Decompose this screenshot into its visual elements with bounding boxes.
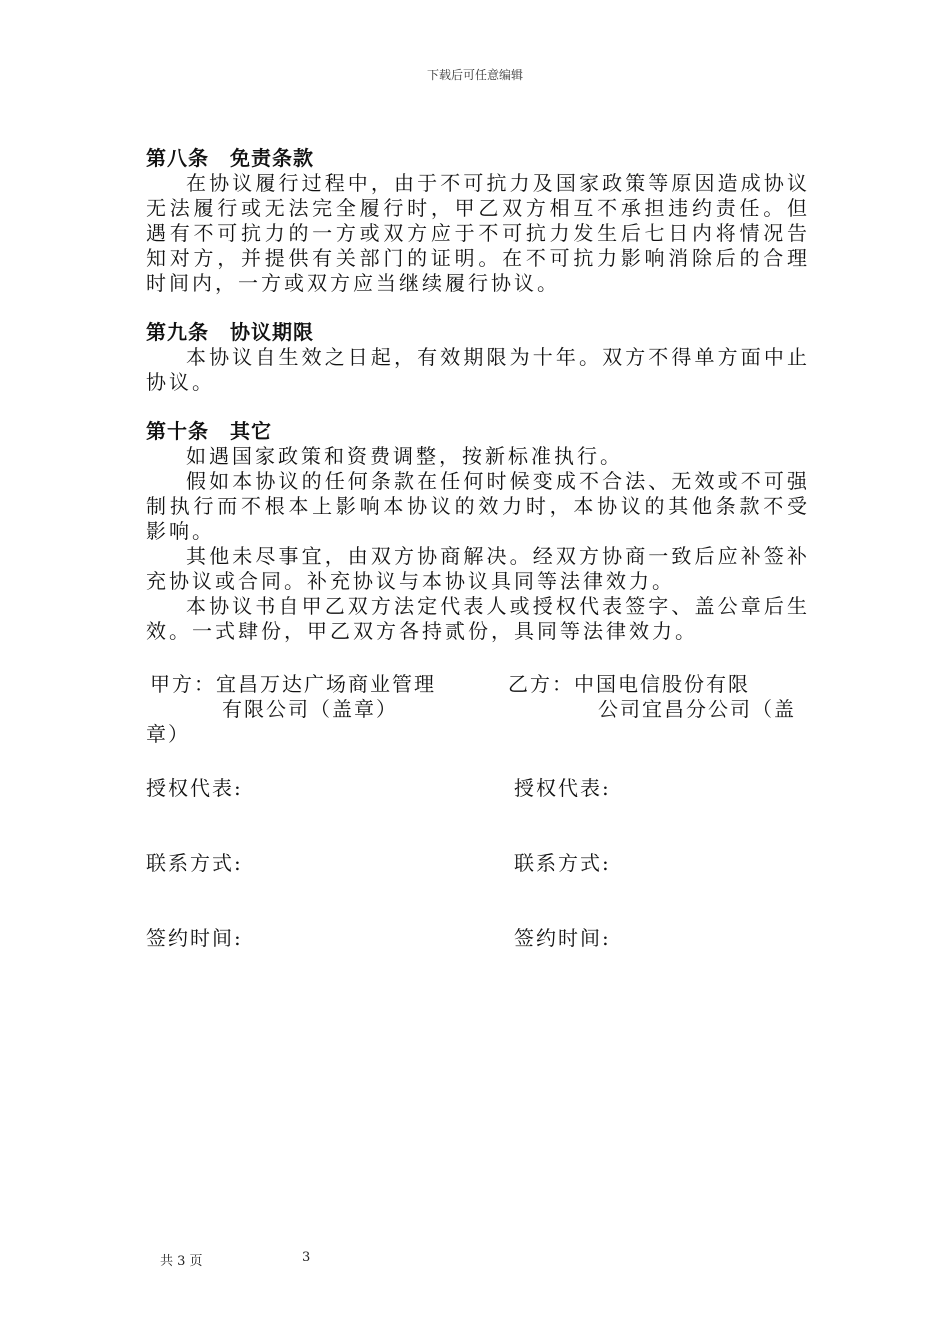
paragraph: 假如本协议的任何条款在任何时候变成不合法、无效或不可强制执行而不根本上影响本协议的效力时，本协议的其他条款不受影响。	[146, 469, 810, 543]
page-header: 下载后可任意编辑	[426, 68, 523, 82]
party-a-name-cont: 有限公司（盖章）	[222, 697, 398, 721]
section-10	[146, 419, 810, 644]
paragraph: 如遇国家政策和资费调整，按新标准执行。	[186, 444, 623, 468]
paragraph: 本协议书自甲乙双方法定代表人或授权代表签字、盖公章后生效。一式肆份，甲乙双方各持贰份，具同等法律效力。	[146, 594, 810, 643]
party-a-rep-label: 授权代表:	[146, 776, 243, 800]
party-a-name: 甲方：宜昌万达广场商业管理	[150, 672, 436, 696]
party-b-name-end: 章）	[146, 722, 190, 746]
section-title: 第九条 协议期限	[146, 320, 314, 344]
party-b-name-cont: 公司宜昌分公司（盖	[598, 697, 796, 721]
section-8	[146, 146, 810, 296]
footer-total-pages: 共 3 页	[160, 1254, 203, 1269]
party-a-contact-label: 联系方式:	[146, 851, 243, 875]
section-9	[146, 320, 810, 395]
section-title: 第十条 其它	[146, 419, 272, 443]
party-b-rep-label: 授权代表:	[514, 776, 611, 800]
footer-page-number: 3	[302, 1250, 311, 1265]
party-b-contact-label: 联系方式:	[514, 851, 611, 875]
paragraph: 其他未尽事宜，由双方协商解决。经双方协商一致后应补签补充协议或合同。补充协议与本协议具同等法律效力。	[146, 544, 810, 593]
party-b-date-label: 签约时间:	[514, 926, 611, 950]
section-title: 第八条 免责条款	[146, 146, 314, 170]
party-b-name: 乙方：中国电信股份有限	[508, 672, 750, 696]
party-a-date-label: 签约时间:	[146, 926, 243, 950]
paragraph: 在协议履行过程中，由于不可抗力及国家政策等原因造成协议无法履行或无法完全履行时，甲乙双方相互不承担违约责任。但遇有不可抗力的一方或双方应于不可抗力发生后七日内将情况告知对方，并提供有关部门的证明。在不可抗力影响消除后的合理时间内，一方或双方应当继续履行协议。	[146, 171, 810, 295]
paragraph: 本协议自生效之日起，有效期限为十年。双方不得单方面中止协议。	[146, 345, 810, 394]
document-body	[146, 146, 810, 644]
